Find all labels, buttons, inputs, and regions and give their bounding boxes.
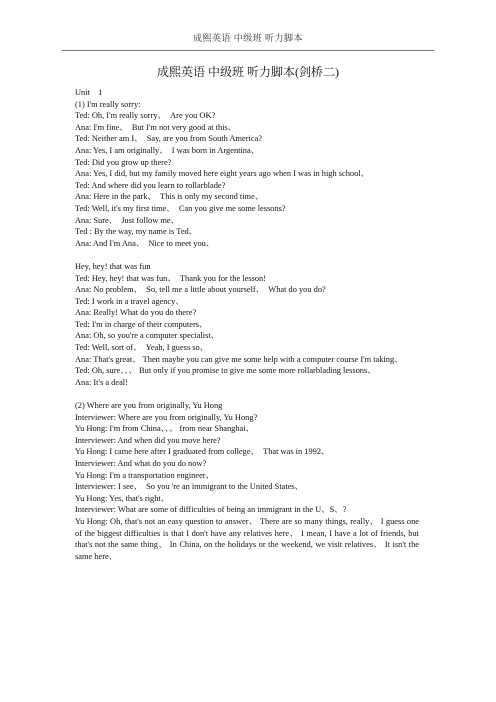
section-heading: (2) Where are you from originally, Yu Hong <box>75 401 223 411</box>
dialogue-line: Ana: I'm fine、 But I'm not very good at this、 <box>75 122 237 132</box>
dialogue-line: Ana: Really! What do you do there? <box>75 308 197 318</box>
dialogue-line: Ted: I'm in charge of their computers、 <box>75 319 208 329</box>
dialogue-block <box>75 412 419 563</box>
dialogue-line: Ana: It's a deal! <box>75 377 128 387</box>
dialogue-line: Ted: And where did you learn to rollarblade? <box>75 180 226 190</box>
dialogue-line: Ana: Sure、 Just follow me、 <box>75 215 179 225</box>
dialogue-line: Ted: Neither am I、 Say, are you from South America? <box>75 134 263 144</box>
dialogue-line: Yu Hong: Yes, that's right、 <box>75 493 170 503</box>
dialogue-line: Interviewer: What are some of difficulties of being an immigrant in the U、S、? <box>75 505 347 515</box>
dialogue-line: Ana: Here in the park、 This is only my second time、 <box>75 192 264 202</box>
dialogue-line: Ted: Well, it's my first time、 Can you give me some lessons? <box>75 203 286 213</box>
dialogue-line: Ted: I work in a travel agency、 <box>75 296 184 306</box>
dialogue-paragraph: Ana: That's great、 Then maybe you can give me some help with a computer course I'm taking、 <box>75 354 403 364</box>
dialogue-line: Ana: No problem、 So, tell me a little about yourself、 What do you do? <box>75 285 326 295</box>
dialogue-line: Ted: Hey, hey! that was fun、 Thank you for the lesson! <box>75 273 266 283</box>
dialogue-line: Ana: Oh, so you're a computer specialist、 <box>75 331 220 341</box>
dialogue-paragraph: Yu Hong: Oh, that's not an easy question to answer、 There are so many things, really、 I guess one of the biggest difficulties is that I don't have any relatives here、 I mean, I have a lot of friends, but that's not the same thing、 In China, on the holidays or the weekend, we visit relatives、 It isn't the same here、 <box>75 516 419 561</box>
dialogue-line: Ted: Well, sort of、 Yeah, I guess so、 <box>75 343 209 353</box>
dialogue-line: Ana: Yes, I did, but my family moved here eight years ago when I was in high school、 <box>75 169 370 179</box>
dialogue-line: Interviewer: And when did you move here? <box>75 435 221 445</box>
dialogue-line: Yu Hong: I came here after I graduated from college、 That was in 1992、 <box>75 447 330 457</box>
dialogue-line: Ana: Yes, I am originally、 I was born in Argentina、 <box>75 145 260 155</box>
spacer <box>75 249 419 261</box>
transcript-body <box>75 87 419 562</box>
spacer <box>75 388 419 400</box>
section-heading: (1) I'm really sorry: <box>75 99 141 109</box>
dialogue-line: Ted: Oh, I'm really sorry、 Are you OK? <box>75 111 216 121</box>
dialogue-line: Ted : By the way, my name is Ted、 <box>75 227 198 237</box>
dialogue-line: Ana: And I'm Ana、 Nice to meet you、 <box>75 238 215 248</box>
dialogue-line: Ted: Did you grow up there? <box>75 157 172 167</box>
dialogue-block <box>75 110 419 249</box>
running-header: 成熙英语 中级班 听力脚本 <box>192 33 303 43</box>
section-heading: Hey, hey! that was fun <box>75 261 151 271</box>
document-title: 成熙英语 中级班 听力脚本(剑桥二) <box>157 65 339 79</box>
dialogue-block <box>75 273 419 389</box>
header-divider <box>62 50 434 51</box>
dialogue-line: Interviewer: And what do you do now? <box>75 459 207 468</box>
dialogue-line: Yu Hong: I'm from China、、、 from near Shanghai、 <box>75 424 254 434</box>
dialogue-line: Interviewer: I see、 So you 're an immigrant to the United States、 <box>75 482 304 492</box>
dialogue-line: Interviewer: Where are you from originally, Yu Hong? <box>75 412 258 422</box>
unit-label: Unit 1 <box>75 88 103 97</box>
dialogue-line: Yu Hong: I'm a transportation engineer、 <box>75 470 214 480</box>
dialogue-line: Ted: Oh, sure、、、 But only if you promise to give me some more rollarblading lessons、 <box>75 366 376 376</box>
